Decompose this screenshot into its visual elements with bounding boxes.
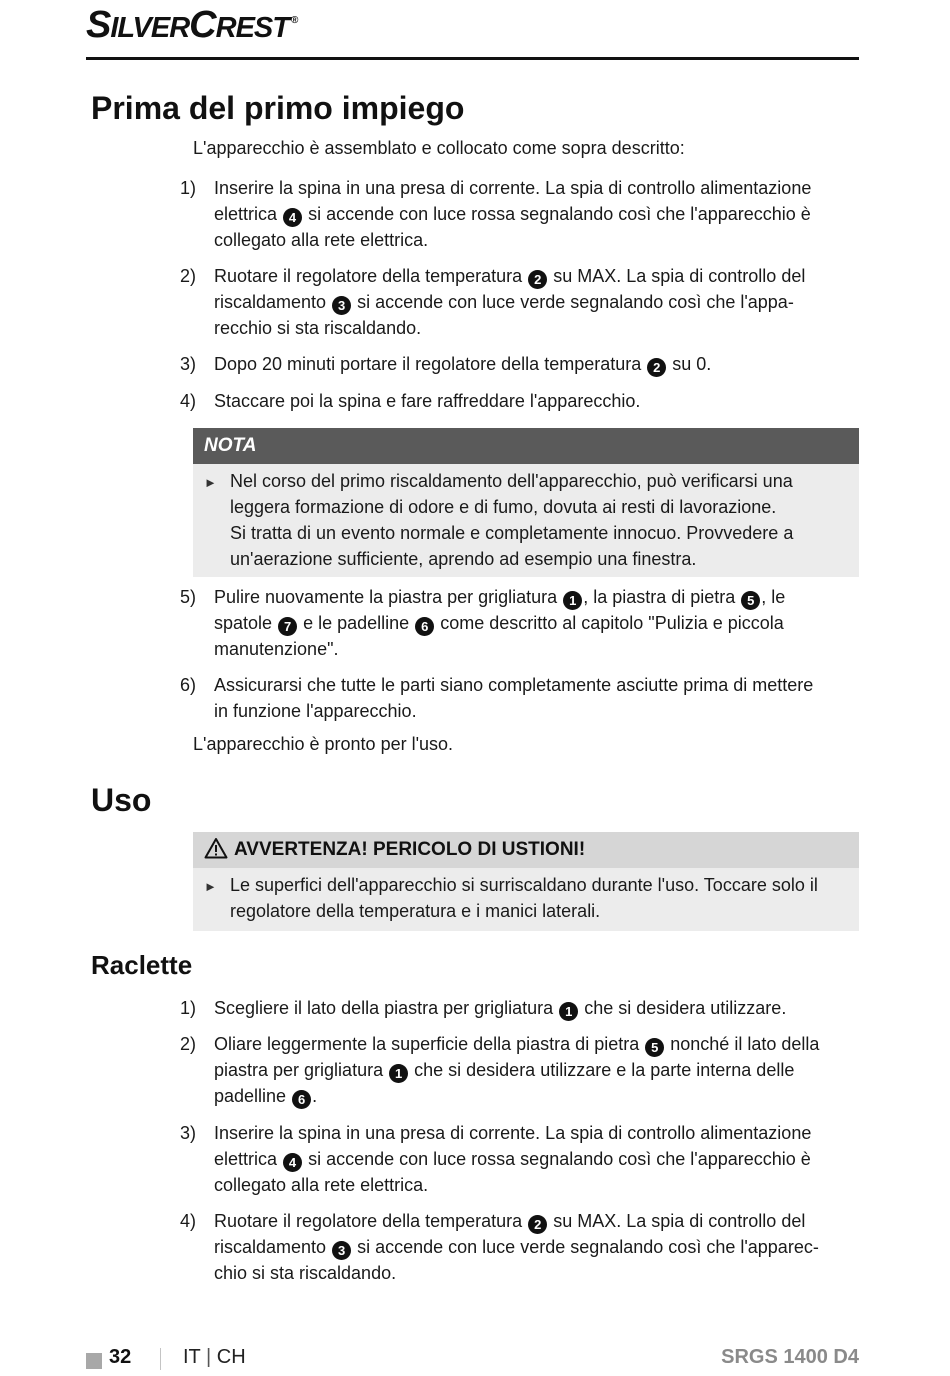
marker-4-icon: 4 bbox=[283, 208, 302, 227]
model-number: SRGS 1400 D4 bbox=[721, 1346, 859, 1368]
warning-box bbox=[193, 832, 859, 931]
page-number: 32 bbox=[109, 1346, 132, 1368]
warning-title: AVVERTENZA! PERICOLO DI USTIONI! bbox=[193, 832, 859, 868]
section-title-prima: Prima del primo impiego bbox=[91, 90, 465, 126]
section-title-uso: Uso bbox=[91, 782, 152, 818]
list-item: 3) Dopo 20 minuti portare il regolatore della temperatura 2 su 0. bbox=[180, 354, 712, 375]
marker-1-icon: 1 bbox=[559, 1002, 578, 1021]
arrow-bullet-icon: ► bbox=[204, 879, 217, 894]
list-item: 3) Inserire la spina in una presa di corrente. La spia di controllo alimentazione elettrica 4 si accende con luce rossa segnalando così che l'apparecchio è collegato alla rete elettrica. bbox=[180, 1123, 812, 1195]
marker-5-icon: 5 bbox=[645, 1038, 664, 1057]
list-item: 1) Scegliere il lato della piastra per grigliatura 1 che si desidera utilizzare. bbox=[180, 998, 787, 1019]
arrow-bullet-icon: ► bbox=[204, 475, 217, 490]
list-item: 5) Pulire nuovamente la piastra per grigliatura 1 , la piastra di pietra 5 , le spatole 7 e le padelline 6 come descritto al capitolo "Pulizia e piccola manutenzione". bbox=[180, 587, 786, 659]
marker-3-icon: 3 bbox=[332, 1241, 351, 1260]
marker-6-icon: 6 bbox=[292, 1090, 311, 1109]
intro-text: L'apparecchio è assemblato e collocato come sopra descritto: bbox=[193, 138, 685, 158]
page-footer bbox=[86, 1346, 859, 1376]
outro-text: L'apparecchio è pronto per l'uso. bbox=[193, 734, 454, 754]
marker-7-icon: 7 bbox=[278, 617, 297, 636]
list-item: 2) Oliare leggermente la superficie della piastra di pietra 5 nonché il lato della piastra per grigliatura 1 che si desidera utilizzare e la parte interna delle padelline 6 . bbox=[180, 1034, 820, 1107]
warning-triangle-icon bbox=[204, 837, 228, 859]
marker-3-icon: 3 bbox=[332, 296, 351, 315]
list-item: 2) Ruotare il regolatore della temperatura 2 su MAX. La spia di controllo del riscaldamento 3 si accende con luce verde segnalando così che l'appa- recchio si sta riscaldando. bbox=[180, 266, 806, 338]
list-item: 1) Inserire la spina in una presa di corrente. La spia di controllo alimentazione elettrica 4 si accende con luce rossa segnalando così che l'apparecchio è collegato alla rete elettrica. bbox=[180, 178, 812, 250]
header-rule bbox=[86, 57, 859, 60]
note-title: NOTA bbox=[193, 428, 859, 464]
note-box bbox=[193, 428, 859, 577]
footer-divider bbox=[160, 1348, 161, 1370]
brand-logo: SILVERCREST ® bbox=[86, 4, 298, 46]
marker-2-icon: 2 bbox=[647, 358, 666, 377]
marker-5-icon: 5 bbox=[741, 591, 760, 610]
page-marker-square bbox=[86, 1353, 102, 1369]
section-title-raclette: Raclette bbox=[91, 950, 193, 980]
list-item: 4) Staccare poi la spina e fare raffreddare l'apparecchio. bbox=[180, 391, 641, 411]
warning-body: ► Le superfici dell'apparecchio si surriscaldano durante l'uso. Toccare solo il regolatore della temperatura e i manici laterali. bbox=[204, 875, 818, 921]
list-item: 6) Assicurarsi che tutte le parti siano completamente asciutte prima di mettere in funzione l'apparecchio. bbox=[180, 675, 814, 721]
marker-1-icon: 1 bbox=[563, 591, 582, 610]
marker-2-icon: 2 bbox=[528, 270, 547, 289]
marker-2-icon: 2 bbox=[528, 1215, 547, 1234]
marker-6-icon: 6 bbox=[415, 617, 434, 636]
language-codes: IT | CH bbox=[183, 1346, 246, 1368]
marker-4-icon: 4 bbox=[283, 1153, 302, 1172]
list-item: 4) Ruotare il regolatore della temperatura 2 su MAX. La spia di controllo del riscaldamento 3 si accende con luce verde segnalando così che l'apparec- chio si sta riscaldando. bbox=[180, 1211, 819, 1283]
note-body: ► Nel corso del primo riscaldamento dell'apparecchio, può verificarsi una leggera formazione di odore e di fumo, dovuta ai resti di lavorazione. Si tratta di un evento normale e completamente innocuo. Provvedere a un'aerazione sufficiente, aprendo ad esempio una finestra. bbox=[204, 471, 794, 569]
marker-1-icon: 1 bbox=[389, 1064, 408, 1083]
